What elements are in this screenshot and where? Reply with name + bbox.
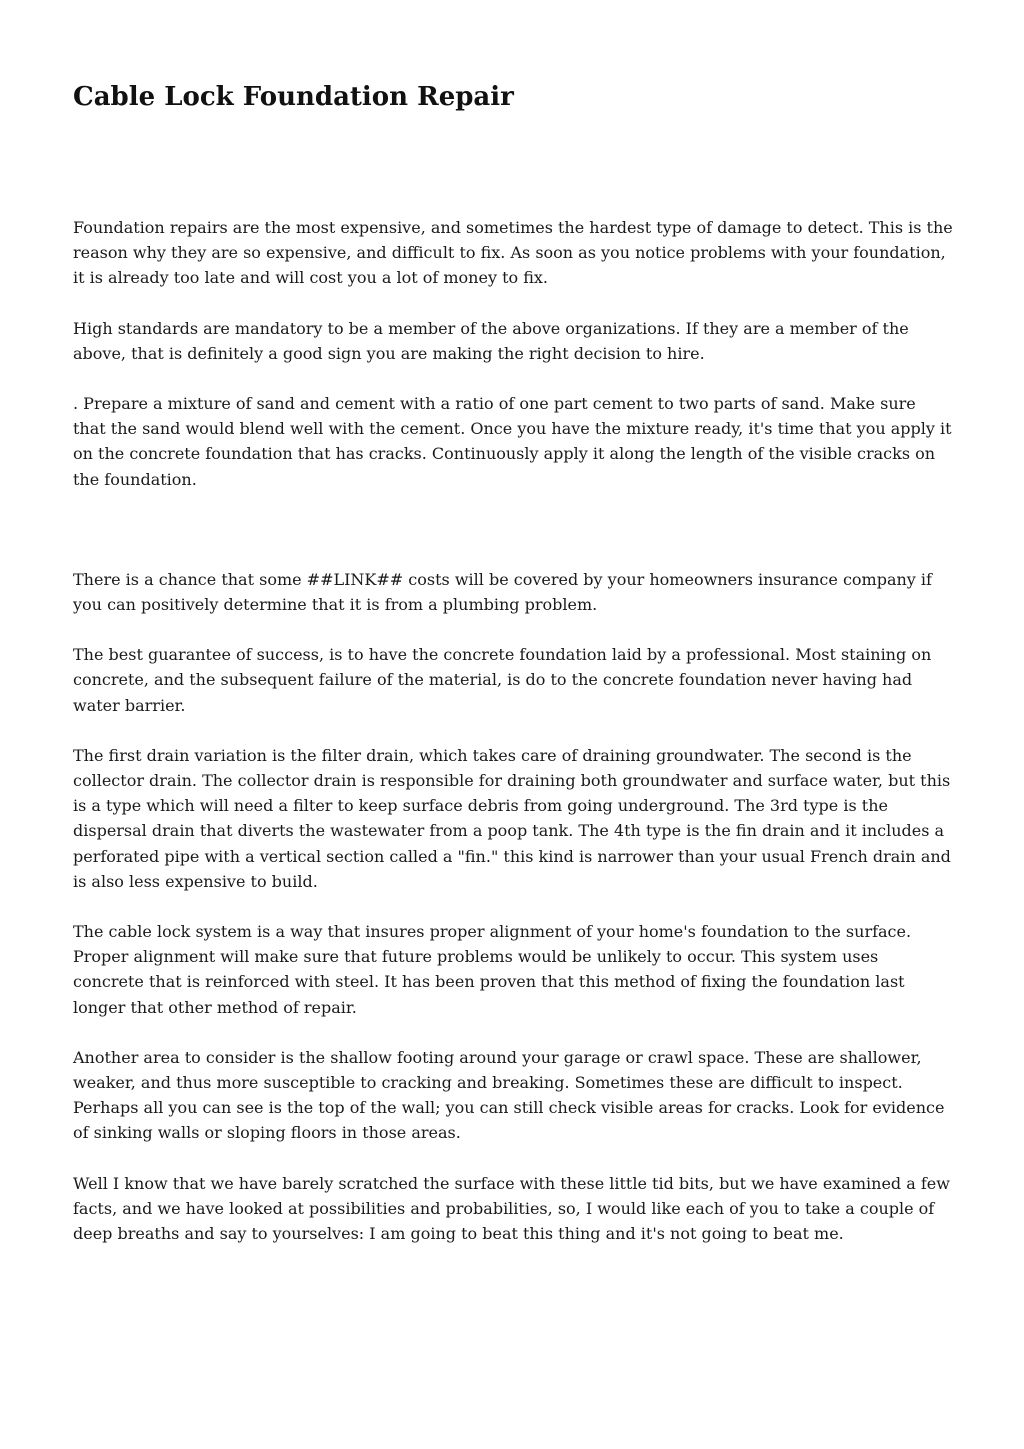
paragraph-1: Foundation repairs are the most expensive, and sometimes the hardest type of damage to detect. This is the reason why they are so expensive, and difficult to fix. As soon as you notice problems with your foundation, it is already too late and will cost you a lot of money to fix. <box>73 218 953 288</box>
paragraph-3: . Prepare a mixture of sand and cement with a ratio of one part cement to two parts of sand. Make sure that the sand would blend well with the cement. Once you have the mixture ready, it's time that you apply it on the concrete foundation that has cracks. Continuously apply it along the length of the visible cracks on the foundation. <box>73 394 952 489</box>
spacer <box>73 1146 953 1171</box>
spacer <box>73 894 953 919</box>
paragraph-9: Well I know that we have barely scratched the surface with these little tid bits, but we have examined a few facts, and we have looked at possibilities and probabilities, so, I would like each of you to take a couple of deep breaths and say to yourselves: I am going to beat this thing and it's not going to beat me. <box>73 1173 950 1244</box>
spacer <box>73 617 953 642</box>
paragraph-6: The first drain variation is the filter drain, which takes care of draining groundwater. The second is the collector drain. The collector drain is responsible for draining both groundwater and surface water, but this is a type which will need a filter to keep surface debris from going underground. The 3rd type is the dispersal drain that diverts the wastewater from a poop tank. The 4th type is the fin drain and it includes a perforated pipe with a vertical section called a "fin." this kind is narrower than your usual French drain and is also less expensive to build. <box>73 745 951 891</box>
spacer <box>73 366 953 391</box>
paragraph-8: Another area to consider is the shallow footing around your garage or crawl space. These are shallower, weaker, and thus more susceptible to cracking and breaking. Sometimes these are difficult to inspect. Perhaps all you can see is the top of the wall; you can still check visible areas for cracks. Look for evidence of sinking walls or sloping floors in those areas. <box>73 1047 945 1143</box>
paragraph-5: The best guarantee of success, is to have the concrete foundation laid by a professional. Most staining on concrete, and the subsequent failure of the material, is do to the concrete foundation never having had water barrier. <box>73 645 932 715</box>
spacer <box>73 1020 953 1045</box>
paragraph-2: High standards are mandatory to be a member of the above organizations. If they are a member of the above, that is definitely a good sign you are making the right decision to hire. <box>73 318 909 363</box>
paragraph-7: The cable lock system is a way that insures proper alignment of your home's foundation to the surface. Proper alignment will make sure that future problems would be unlikely to occur. This system uses concrete that is reinforced with steel. It has been proven that this method of fixing the foundation last longer that other method of repair. <box>73 922 912 1017</box>
document-title: Cable Lock Foundation Repair <box>73 82 514 112</box>
document-page <box>73 78 953 1246</box>
spacer <box>73 718 953 743</box>
spacer <box>73 492 953 567</box>
spacer <box>73 116 953 215</box>
paragraph-4: There is a chance that some ##LINK## costs will be covered by your homeowners insurance company if you can positively determine that it is from a plumbing problem. <box>73 569 932 615</box>
spacer <box>73 291 953 316</box>
